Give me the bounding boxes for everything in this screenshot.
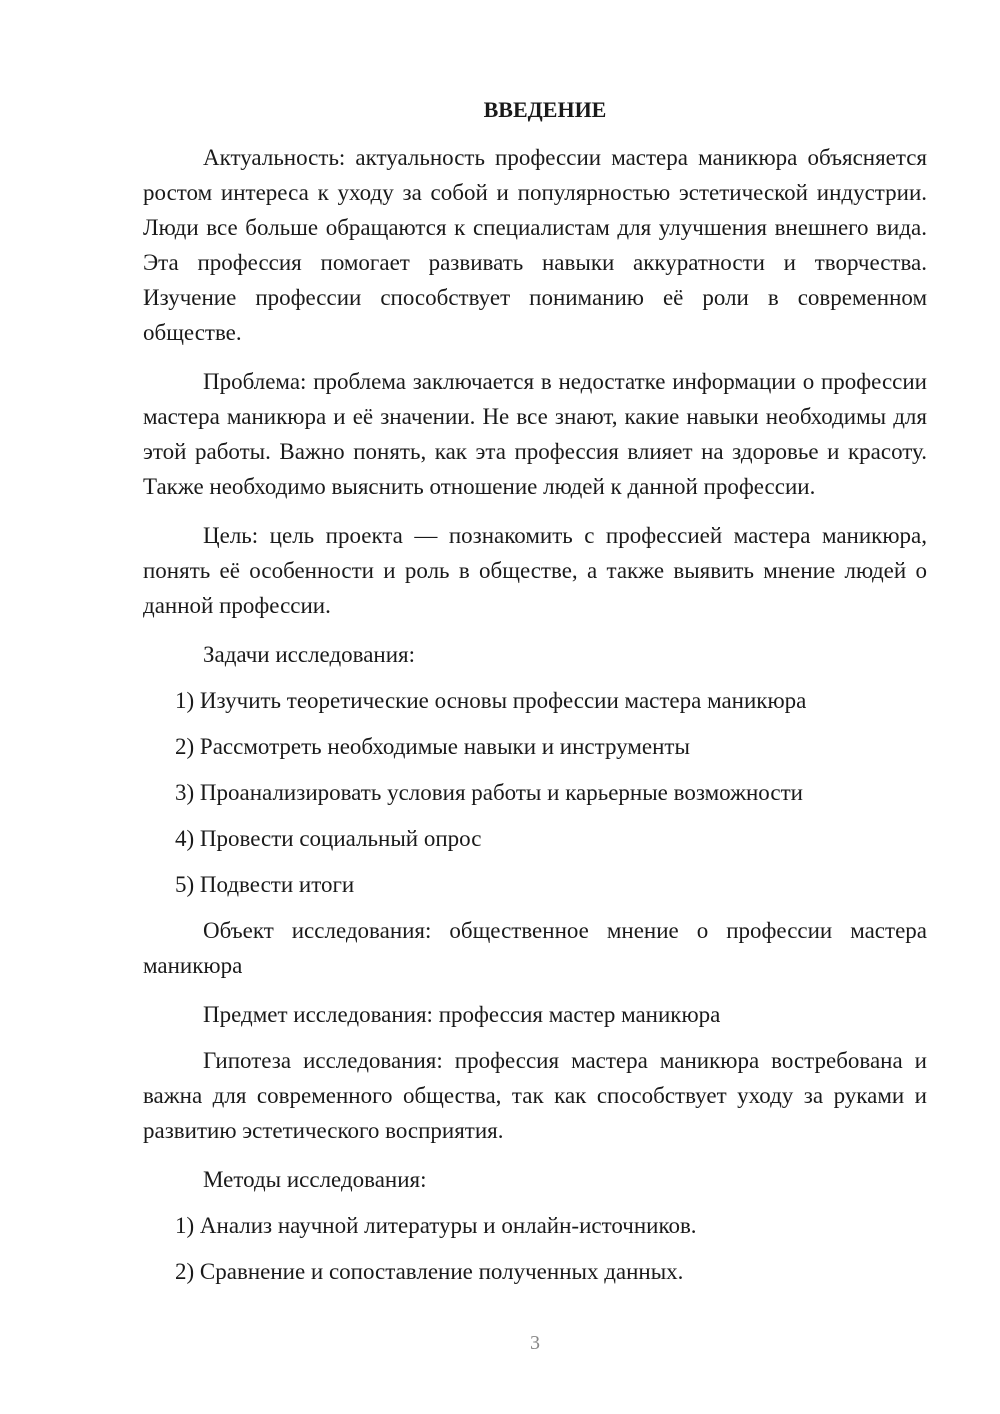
page-content (143, 94, 927, 1300)
method-item: 1) Анализ научной литературы и онлайн-источников. (175, 1213, 697, 1238)
task-item: 2) Рассмотреть необходимые навыки и инструменты (175, 734, 690, 759)
task-item: 5) Подвести итоги (175, 872, 355, 897)
problem-paragraph: Проблема: проблема заключается в недостатке информации о профессии мастера маникюра и её значении. Не все знают, какие навыки необходимы для этой работы. Важно понять, как эта профессия влияет на здоровье и красоту. Также необходимо выяснить отношение людей к данной профессии. (143, 369, 927, 499)
goal-paragraph: Цель: цель проекта — познакомить с профессией мастера маникюра, понять её особенности и роль в обществе, а также выявить мнение людей о данной профессии. (143, 523, 927, 618)
methods-heading: Методы исследования: (203, 1167, 427, 1192)
page-number: 3 (530, 1332, 540, 1354)
task-item: 4) Провести социальный опрос (175, 826, 482, 851)
tasks-heading: Задачи исследования: (203, 642, 416, 667)
relevance-paragraph: Актуальность: актуальность профессии мастера маникюра объясняется ростом интереса к уходу за собой и популярностью эстетической индустрии. Люди все больше обращаются к специалистам для улучшения внешнего вида. Эта профессия помогает развивать навыки аккуратности и творчества. Изучение профессии способствует пониманию её роли в современном обществе. (143, 145, 927, 345)
task-item: 3) Проанализировать условия работы и карьерные возможности (175, 780, 803, 805)
page-title: ВВЕДЕНИЕ (483, 97, 607, 122)
hypothesis-paragraph: Гипотеза исследования: профессия мастера маникюра востребована и важна для современного общества, так как способствует уходу за руками и развитию эстетического восприятия. (143, 1048, 927, 1143)
object-paragraph: Объект исследования: общественное мнение о профессии мастера маникюра (143, 918, 927, 978)
subject-paragraph: Предмет исследования: профессия мастер маникюра (203, 1002, 721, 1027)
methods-list (143, 1208, 927, 1289)
task-item: 1) Изучить теоретические основы профессии мастера маникюра (175, 688, 807, 713)
method-item: 2) Сравнение и сопоставление полученных данных. (175, 1259, 684, 1284)
tasks-list (143, 683, 927, 902)
